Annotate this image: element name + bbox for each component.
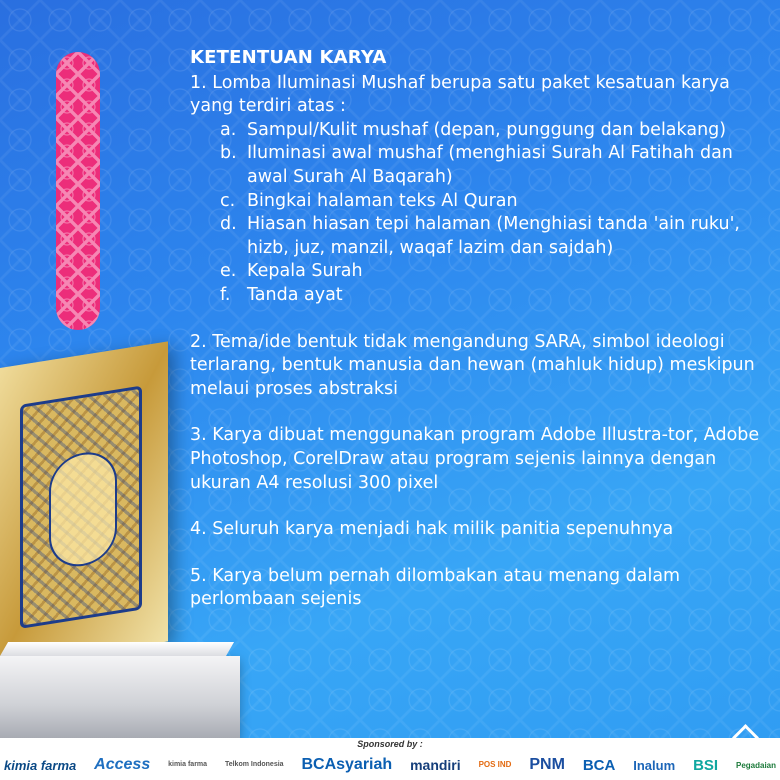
- rule-item-1: [190, 72, 770, 308]
- rule-sublist: [190, 119, 770, 308]
- sponsor-label: Sponsored by :: [357, 739, 423, 749]
- list-item-text: Iluminasi awal mushaf (menghiasi Surah Al Fatihah dan awal Surah Al Baqarah): [247, 143, 733, 187]
- sponsor-bar: [0, 738, 780, 780]
- rule-item-5: [190, 565, 770, 612]
- sponsor-logo: mandiri: [410, 757, 461, 773]
- decorative-pink-bar: [56, 52, 100, 330]
- list-marker: f.: [220, 284, 231, 305]
- list-item-text: Hiasan hiasan tepi halaman (Menghiasi tanda 'ain ruku', hizb, juz, manzil, waqaf lazim dan sajdah): [247, 214, 740, 258]
- sponsor-logo: BCAsyariah: [301, 756, 393, 773]
- list-item: [220, 142, 770, 189]
- pedestal: [0, 656, 240, 738]
- sponsor-logo: PNM: [529, 756, 565, 773]
- list-item: [220, 119, 770, 143]
- list-marker: d.: [220, 214, 237, 235]
- rules-content: [190, 46, 770, 635]
- sponsor-logo: Inalum: [633, 757, 676, 773]
- sponsor-logo: kimia farma: [168, 761, 208, 768]
- rule-text: 3. Karya dibuat menggunakan program Adobe Illustra-tor, Adobe Photoshop, CorelDraw atau program sejenis lainnya dengan ukuran A4 resolusi 300 pixel: [190, 425, 760, 493]
- sponsor-logo: Pegadaian: [735, 760, 776, 770]
- sponsor-logo: Access: [94, 756, 151, 773]
- sponsor-logo: BSI: [693, 756, 719, 774]
- list-marker: a.: [220, 119, 237, 140]
- list-marker: e.: [220, 261, 237, 282]
- rule-text: 4. Seluruh karya menjadi hak milik panitia sepenuhnya: [190, 519, 674, 540]
- list-item-text: Sampul/Kulit mushaf (depan, punggung dan belakang): [247, 119, 727, 140]
- list-item-text: Kepala Surah: [247, 261, 363, 282]
- sponsor-logo: BCA: [582, 756, 616, 774]
- list-marker: c.: [220, 190, 236, 211]
- list-item: [220, 190, 770, 214]
- list-item-text: Tanda ayat: [247, 284, 343, 305]
- list-item: [220, 260, 770, 284]
- sponsor-logos: [4, 751, 776, 779]
- mushaf-ornament-frame: [20, 386, 142, 629]
- rule-item-4: [190, 518, 770, 542]
- list-item: [220, 213, 770, 260]
- rule-item-2: [190, 331, 770, 402]
- rule-text: 1. Lomba Iluminasi Mushaf berupa satu paket kesatuan karya yang terdiri atas :: [190, 72, 730, 117]
- rule-text: 5. Karya belum pernah dilombakan atau menang dalam perlombaan sejenis: [190, 565, 681, 610]
- sponsor-logo: Telkom Indonesia: [224, 761, 284, 768]
- list-item-text: Bingkai halaman teks Al Quran: [247, 190, 518, 211]
- sponsor-logo: kimia farma: [4, 757, 77, 773]
- rule-text: 2. Tema/ide bentuk tidak mengandung SARA, simbol ideologi terlarang, bentuk manusia dan hewan (mahluk hidup) meskipun melaui proses abstraksi: [190, 331, 755, 399]
- mushaf-center-medallion: [49, 447, 118, 571]
- rule-item-3: [190, 424, 770, 495]
- list-marker: b.: [220, 143, 237, 164]
- list-item: [220, 284, 770, 308]
- page-title: KETENTUAN KARYA: [190, 47, 387, 68]
- mushaf-illustration: [0, 341, 168, 668]
- sponsor-logo: POS IND: [478, 760, 512, 769]
